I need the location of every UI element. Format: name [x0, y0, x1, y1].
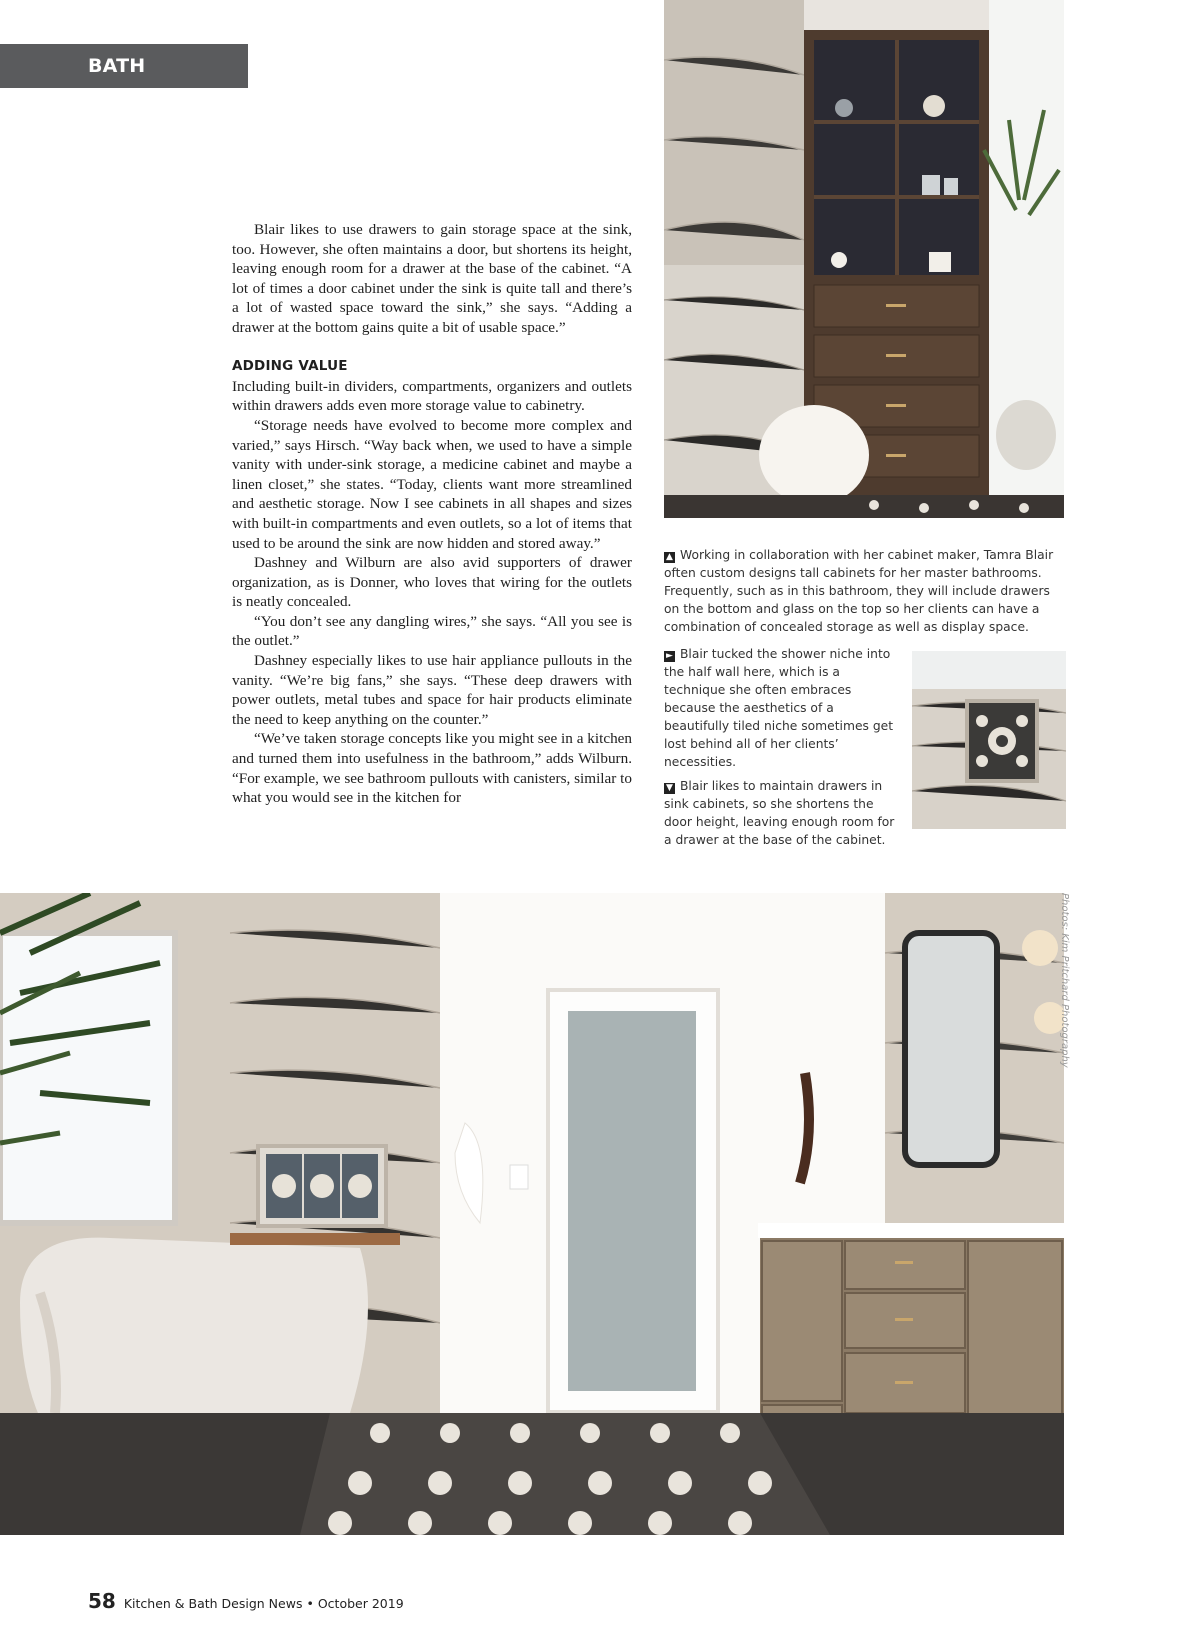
caption: [664, 645, 900, 771]
section-tab: BATH STORAGE: [0, 44, 248, 88]
caption-text: Blair likes to maintain drawers in sink cabinets, so she shortens the door height, leaving enough room for a drawer at the base of the cabinet.: [664, 779, 895, 847]
article-paragraph: Dashney and Wilburn are also avid supporters of drawer organization, as is Donner, who loves that wiring for the outlets is neatly concealed.: [232, 554, 632, 611]
caption: [664, 777, 900, 849]
article-paragraph: “You don’t see any dangling wires,” she says. “All you see is the outlet.”: [232, 612, 632, 650]
cabinet-photo: [664, 0, 1064, 518]
footer-separator: •: [306, 1596, 314, 1611]
caption-side: [664, 645, 900, 855]
caption-text: Working in collaboration with her cabinet maker, Tamra Blair often custom designs tall cabinets for her master bathrooms. Frequently, such as in this bathroom, they will include drawers on the bottom and glass on the top so her clients can have a combination of concealed storage as well as display space.: [664, 548, 1054, 634]
issue-date: October 2019: [317, 1596, 404, 1611]
article-paragraph: “We’ve taken storage concepts like you might see in a kitchen and turned them into usefulness in the bathroom,” adds Wilburn. “For example, we see bathroom pullouts with canisters, similar to what you would see in the kitchen for: [232, 730, 632, 807]
arrow-down-icon: ▼: [664, 783, 675, 794]
bathroom-illustration: [0, 893, 1064, 1535]
page-footer: [88, 1589, 404, 1613]
cabinet-illustration: [664, 0, 1064, 518]
photo-credit: Photos: Kim Pritchard Photography: [1059, 893, 1070, 1068]
page-number: 58: [88, 1589, 116, 1613]
arrow-right-icon: ►: [664, 651, 675, 662]
article-body: [232, 220, 632, 808]
caption-main: [664, 546, 1066, 642]
article-paragraph: Including built-in dividers, compartments, organizers and outlets within drawers adds even more storage value to cabinetry.: [232, 377, 632, 415]
caption: [664, 546, 1066, 636]
article-paragraph: Blair likes to use drawers to gain storage space at the sink, too. However, she often maintains a door, but shortens its height, leaving enough room for a drawer at the base of the cabinet. “A lot of times a door cabinet under the sink is quite tall and there’s a lot of wasted space toward the sink,” she says. “Adding a drawer at the bottom gains quite a bit of usable space.”: [232, 221, 632, 336]
niche-illustration: [912, 651, 1066, 829]
article-paragraph: “Storage needs have evolved to become more complex and varied,” says Hirsch. “Way back when, we used to have a simple vanity with under-sink storage, a medicine cabinet and maybe a linen closet,” she states. “Today, clients want more streamlined and aesthetic storage. Now I see cabinets in all shapes and sizes with built-in compartments and even outlets, so a lot of items that used to be around the sink are now hidden and stored away.”: [232, 416, 632, 552]
bathroom-photo: [0, 893, 1064, 1535]
article-paragraph: Dashney especially likes to use hair appliance pullouts in the vanity. “We’re big fans,” she says. “These deep drawers with power outlets, metal tubes and space for hair products eliminate the need to keep anything on the counter.”: [232, 652, 632, 728]
publication-name: Kitchen & Bath Design News: [123, 1596, 303, 1611]
subhead: ADDING VALUE: [232, 358, 348, 375]
niche-photo: [912, 651, 1066, 829]
caption-text: Blair tucked the shower niche into the half wall here, which is a technique she often embraces because the aesthetics of a beautifully tiled niche sometimes get lost behind all of her clients’ necessities.: [664, 647, 894, 769]
arrow-up-icon: ▲: [664, 552, 675, 563]
